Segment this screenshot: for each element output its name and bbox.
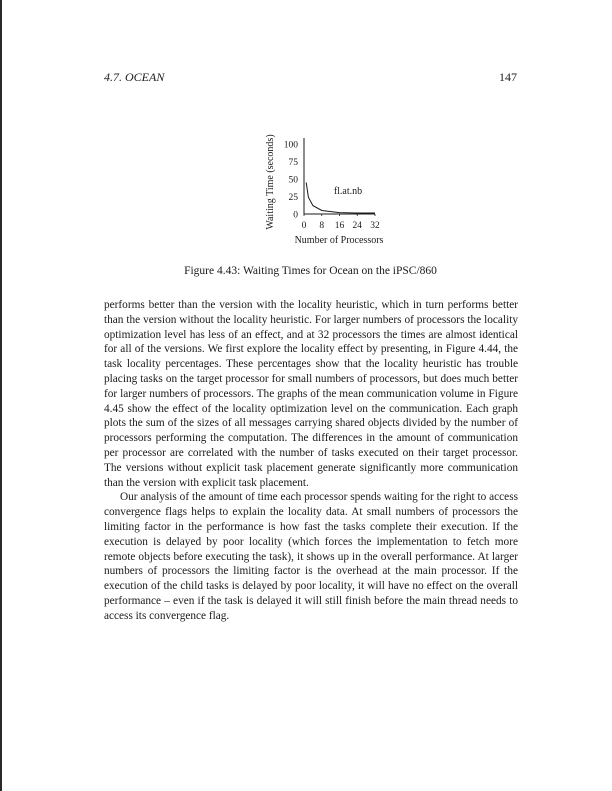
waiting-time-chart	[260, 130, 400, 248]
y-tick-label: 75	[288, 158, 298, 168]
x-tick-label: 16	[334, 221, 345, 231]
paragraph: performs better than the version with the locality heuristic, which in turn performs better than the version without the locality heuristic. For larger numbers of processors the locality optimization level has less of an effect, and at 32 processors the times are almost identical for all of the versions. We first explore the locality effect by presenting, in Figure 4.44, the task locality percentages. These percentages show that the locality heuristic has trouble placing tasks on the target processor for small numbers of processors, but does much better for larger numbers of processors. The graphs of the mean communication volume in Figure 4.45 show the effect of the locality optimization level on the communication. Each graph plots the sum of the sizes of all messages carrying shared objects divided by the number of processors performing the computation. The differences in the amount of communication per processor are correlated with the number of tasks executed on their target processor. The versions without explicit task placement generate significantly more communication than the version with explicit task placement.	[104, 299, 518, 489]
series-label: fl.at.nb	[333, 186, 363, 197]
x-tick-label: 0	[301, 221, 307, 231]
section-title: 4.7. OCEAN	[104, 70, 165, 84]
y-tick-label: 100	[283, 140, 298, 151]
figure-caption: Figure 4.43: Waiting Times for Ocean on the iPSC/860	[184, 265, 437, 277]
page-number: 147	[499, 70, 517, 84]
y-tick-label: 25	[288, 193, 298, 203]
body-text	[104, 298, 518, 624]
y-tick-label: 50	[288, 175, 298, 186]
x-tick-label: 32	[370, 221, 380, 231]
y-axis-label: Waiting Time (seconds)	[265, 134, 276, 230]
page-edge-rule	[0, 0, 2, 791]
x-axis-label: Number of Processors	[294, 235, 384, 246]
y-tick-label: 0	[293, 210, 298, 221]
x-tick-label: 8	[319, 221, 325, 231]
paragraph: Our analysis of the amount of time each processor spends waiting for the right to access convergence flags helps to explain the locality data. At small numbers of processors the limiting factor in the performance is how fast the tasks complete their execution. If the execution is delayed by poor locality (which forces the implementation to fetch more remote objects before executing the task), it shows up in the overall performance. At larger numbers of processors the limiting factor is the overhead at the main processor. If the execution of the child tasks is delayed by poor locality, it will have no effect on the overall performance – even if the task is delayed it will still finish before the main thread needs to access its convergence flag.	[104, 491, 518, 622]
chart-canvas	[260, 130, 400, 248]
x-tick-label: 24	[352, 221, 362, 231]
